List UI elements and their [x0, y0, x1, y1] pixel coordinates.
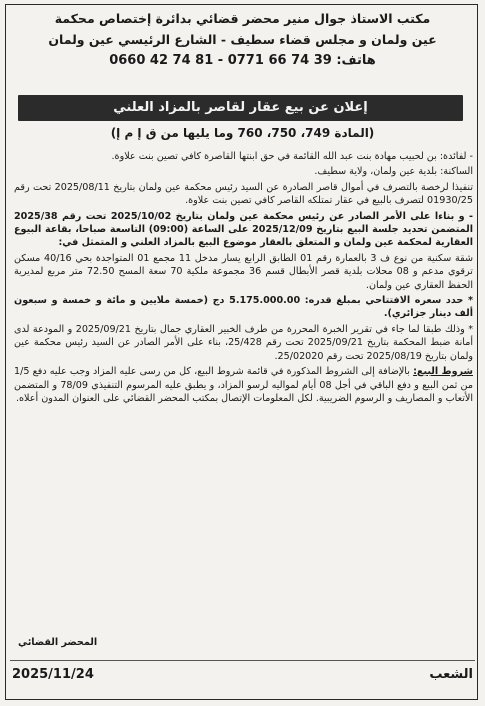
sale-conditions-paragraph	[14, 365, 473, 405]
residence-paragraph: الساكنة: بلدية عين ولمان، ولاية سطيف.	[314, 166, 473, 178]
header-line-1: مكتب الاستاذ جوال منير محضر قضائي بدائرة إختصاص محكمة	[54, 11, 431, 26]
publication-date: 2025/11/24	[12, 667, 94, 682]
property-description: شقة سكنية من نوع ف 3 بالعمارة رقم 01 الطابق الرابع يسار مدخل 11 مجمع 01 المتواجدة بحي 40/16 مسكن ترقوي مدعم و 08 محلات بلدية قصر الأبطال قسم 36 مجموعة ملكية 70 سعة المسح 72.50 متر مربع لمديرية الحفظ العقاري عين ولمان.	[14, 252, 473, 291]
bailiff-signature: المحضر القضائي	[18, 637, 98, 648]
notice-body	[14, 150, 473, 407]
phone-numbers: 39 74 66 0771 - 81 74 42 0660	[109, 53, 332, 68]
conditions-text: بالإضافة إلى الشروط المذكورة في قائمة شروط البيع، كل من رسى عليه المزاد وجب عليه دفع 1/5 من ثمن البيع و دفع الباقي في أجل 08 أيام لمواليه لرسو المزاد، و يطبق عليه المرسوم التنفيذي 78/09 و المتضمن الأتعاب و المصاريف و الرسوم الضريبية. لكل المعلومات الإتصال بمكتب المحضر القضائي على العنوان المدون أعلاه.	[14, 366, 474, 404]
header-phones	[12, 50, 473, 71]
authorization-paragraph: تنفيذا لرخصة بالتصرف في أموال قاصر الصادرة عن السيد رئيس محكمة عين ولمان بتاريخ 2025/08/11 تحت رقم 01930/25 لتصرف بالبيع في عقار تمتلكه القاصر كافي تصين بنت علاوة.	[14, 181, 473, 207]
footer-divider	[10, 660, 475, 661]
court-order-paragraph: - و بناءا على الأمر الصادر عن رئيس محكمة عين ولمان بتاريخ 2025/10/02 تحت رقم 2025/38 المتضمن تحديد جلسة البيع بتاريخ 2025/12/09 على الساعة (09:00) التاسعة صباحا، بقاعة البيوع العقارية لمحكمة عين ولمان و المتعلق بالعقار موضوع البيع بالمزاد العلني و المتمثل في:	[14, 210, 474, 249]
conditions-label: شروط البيع:	[413, 366, 473, 378]
beneficiary-paragraph: - لفائدة: بن لحبيب مهادة بنت عبد الله القائمة في حق ابنتها القاصرة كافي تصين بنت علاوة.	[111, 151, 473, 162]
opening-price-paragraph: * حدد سعره الافتتاحي بمبلغ قدره: 5.175.000.00 دج (خمسة ملايين و مائة و خمسة و سبعون ألف دينار جزائري).	[14, 295, 473, 320]
publication-name: الشعب	[429, 667, 473, 682]
header-line-2: عين ولمان و مجلس قضاء سطيف - الشارع الرئيسي عين ولمان	[48, 32, 437, 47]
notice-header	[12, 8, 473, 71]
legal-articles: (المادة 749، 750، 760 وما يليها من ق إ م إ)	[110, 126, 375, 140]
phone-label: هاتف:	[336, 53, 376, 68]
notice-title-banner: إعلان عن بيع عقار لقاصر بالمزاد العلني	[18, 95, 463, 121]
expert-report-paragraph: * وذلك طبقا لما جاء في تقرير الخبرة المحررة من طرف الخبير العقاري جمال بتاريخ 2025/09/21 و المودعة لدى أمانة ضبط المحكمة بتاريخ 2025/09/21 تحت رقم 25/428، بناء على الأمر الصادر عن السيد رئيس محكمة عين ولمان بتاريخ 2025/08/19 تحت رقم 25/02020.	[14, 323, 474, 362]
